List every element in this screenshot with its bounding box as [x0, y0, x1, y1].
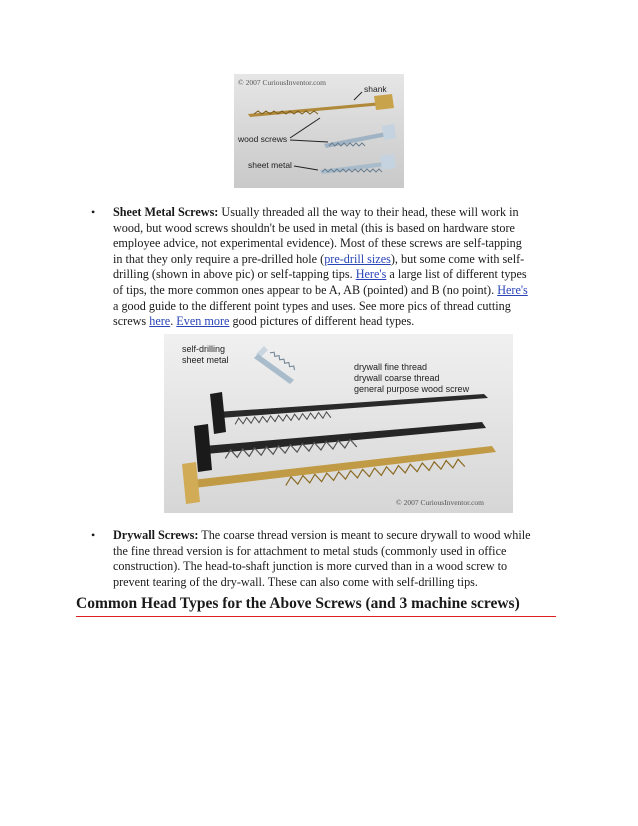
photo-2-label-sheet-metal: sheet metal — [182, 355, 229, 365]
photo-2-label-self-drilling: self-drilling — [182, 344, 226, 354]
sheet-metal-text-1: Usually threaded all the way to their head, these will work in wood, but wood screws shouldn't be used in metal (this is based on hardware store employee advice, not experimental evidence). Most of these screws are self-tapping in that they only require a pre-drilled hole ( — [113, 205, 522, 266]
bullet-icon: • — [91, 205, 96, 219]
photo-2-label-fine-thread: drywall fine thread — [354, 362, 428, 372]
sheet-metal-text-6: good pictures of different head types. — [229, 314, 415, 329]
list-item-sheet-metal — [0, 205, 533, 330]
screws-photo-2 — [164, 334, 513, 513]
drywall-title: Drywall Screws: — [113, 528, 199, 542]
bullet-icon: • — [91, 528, 96, 542]
screws-photo-1 — [234, 74, 404, 188]
long-brass-screw — [248, 94, 394, 117]
sheet-metal-text-4: a good guide to the different point types and uses. See more pics of thread cutting screws — [113, 298, 511, 329]
photo-2-label-general-purpose: general purpose wood screw — [354, 384, 470, 394]
thread-cutting-pics-link[interactable]: here — [149, 314, 171, 329]
section-heading: Common Head Types for the Above Screws (and 3 machine screws) — [76, 595, 556, 617]
silver-wood-screw — [324, 124, 396, 148]
list-item-drywall — [0, 528, 533, 590]
photo-2-copyright: © 2007 CuriousInventor.com — [396, 498, 484, 507]
screws-photo-2-drawing — [164, 334, 513, 513]
photo-2-label-coarse-thread: drywall coarse thread — [354, 373, 440, 383]
even-more-link[interactable]: Even more — [176, 314, 230, 329]
pre-drill-sizes-link[interactable]: pre-drill sizes — [324, 251, 391, 266]
point-types-guide-link[interactable]: Here's — [497, 282, 528, 297]
sheet-metal-title: Sheet Metal Screws: — [113, 205, 219, 219]
photo-1-copyright: © 2007 CuriousInventor.com — [238, 78, 326, 87]
bullet-list-drywall — [0, 528, 638, 590]
drywall-text: The coarse thread version is meant to secure drywall to wood while the fine thread version is for attachment to metal studs (commonly used in office construction). The head-to-shaft junction is more curved than in a wood screw to prevent tearing of the dry-wall. These can also come with self-drilling tips. — [113, 528, 531, 589]
silver-sheet-metal-screw — [320, 154, 396, 174]
self-drilling-screw — [254, 346, 296, 384]
sheet-metal-text-2: ), but some come with self-drilling (shown in above pic) or self-tapping tips. — [113, 251, 525, 282]
photo-1-label-wood: wood screws — [238, 134, 288, 144]
photo-1-label-sheet: sheet metal — [248, 160, 292, 170]
screws-photo-1-drawing — [234, 74, 404, 188]
photo-1-label-shank: shank — [364, 84, 387, 94]
sheet-metal-text-5: . — [170, 314, 177, 329]
sheet-metal-text-3: a large list of different types of tips, the more common ones appear to be A, AB (pointed) and B (no point). — [113, 267, 527, 297]
tips-list-link[interactable]: Here's — [355, 267, 387, 282]
brass-wood-screw — [182, 446, 496, 504]
bullet-list-sheet-metal — [0, 205, 638, 330]
